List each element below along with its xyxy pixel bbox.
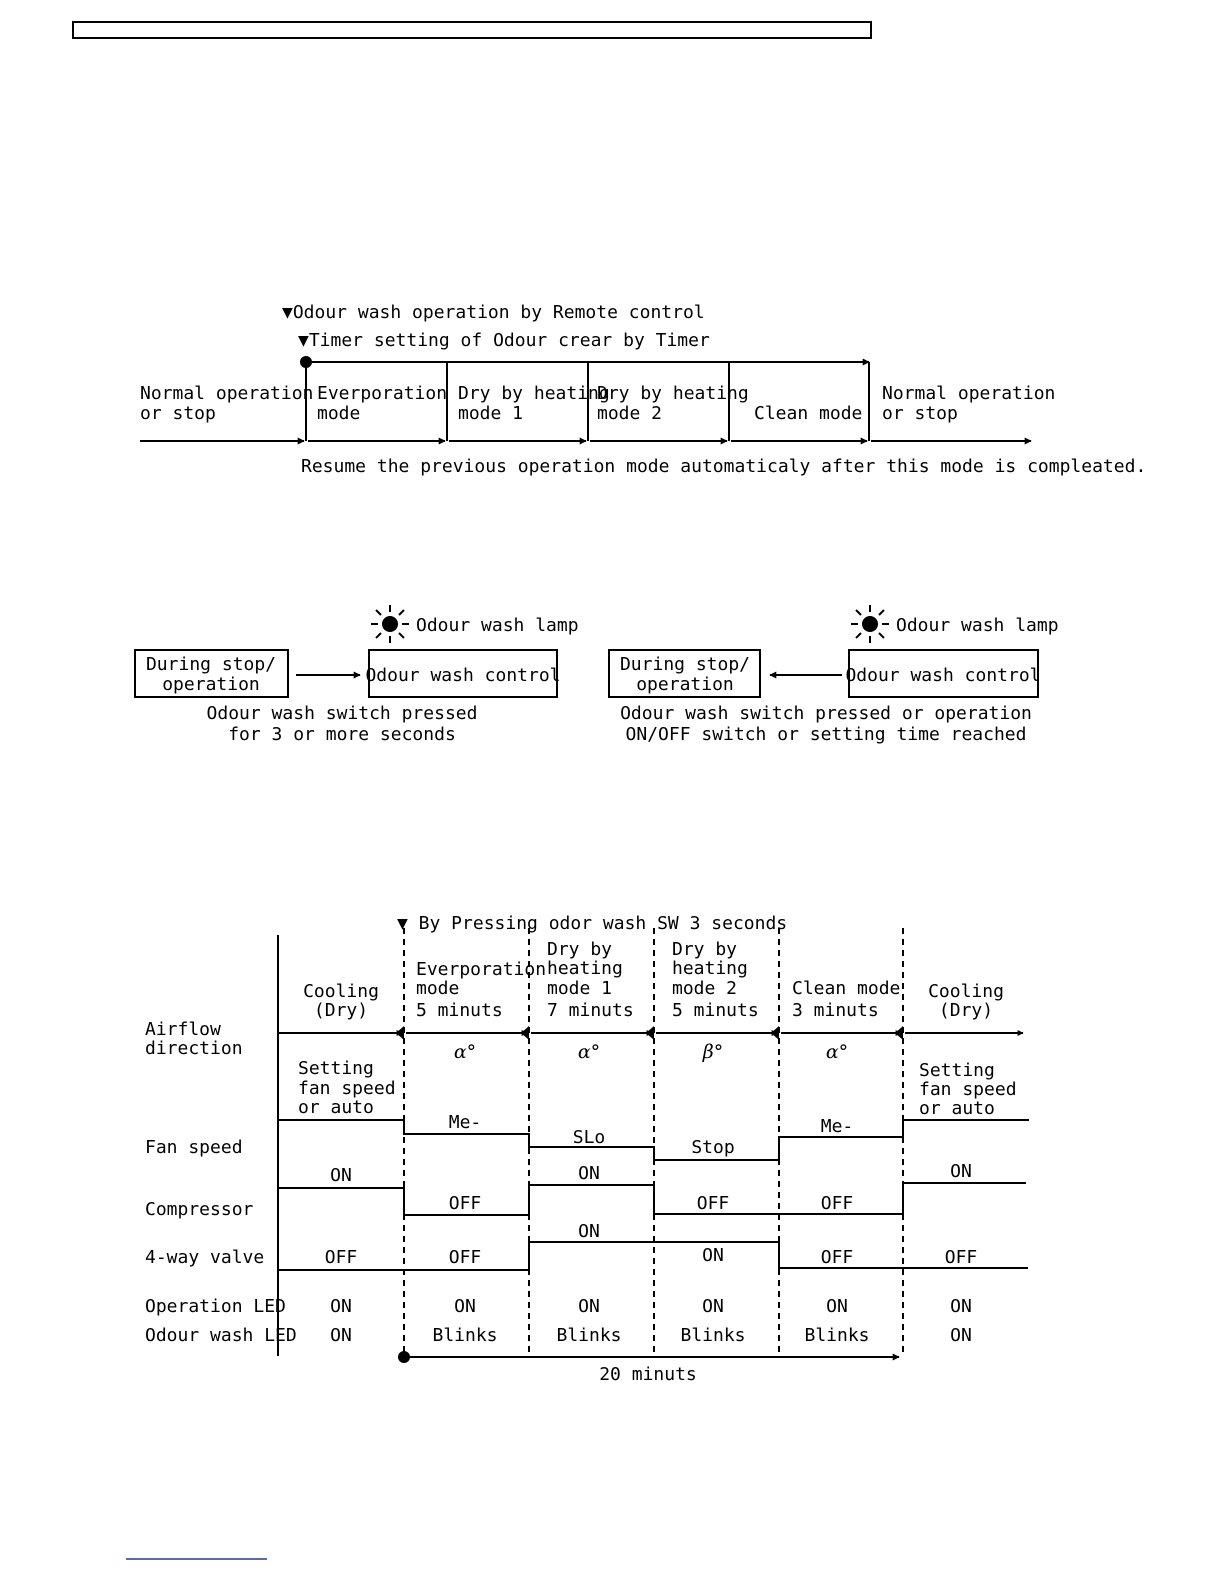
control-end-diagram (609, 605, 1059, 745)
caption-line2: for 3 or more seconds (228, 724, 456, 745)
airflow-arrow-tail (771, 1026, 779, 1040)
column-header: Everporation (416, 959, 547, 980)
airflow-arrow-tail (646, 1026, 654, 1040)
column-header: Cooling (303, 981, 379, 1002)
odour-led-state: Blinks (680, 1325, 746, 1346)
stop-box-line1: During stop/ (145, 654, 277, 675)
column-header: (Dry) (938, 1000, 994, 1021)
span-label: 20 minuts (599, 1364, 697, 1385)
control-box-label: Odour wash control (845, 665, 1041, 686)
operation-led-state: ON (950, 1296, 972, 1317)
lamp-label: Odour wash lamp (896, 615, 1059, 636)
compressor-state-label: ON (578, 1163, 600, 1184)
column-header: (Dry) (313, 1000, 369, 1021)
airflow-arrow-tail (396, 1026, 404, 1040)
control-start-diagram (135, 605, 579, 745)
fan-speed-label: Setting (298, 1058, 374, 1079)
row-label-fan: Fan speed (145, 1137, 243, 1158)
operation-led-state: ON (454, 1296, 476, 1317)
compressor-waveform (279, 1183, 1026, 1215)
caption-line1: Odour wash switch pressed (206, 703, 478, 724)
lamp-label: Odour wash lamp (416, 615, 579, 636)
column-header: Cooling (928, 981, 1004, 1002)
operation-led-state: ON (702, 1296, 724, 1317)
stage-label: Everporation (317, 383, 448, 404)
start-state-line1: Normal operation (140, 383, 314, 404)
compressor-state-label: OFF (448, 1193, 482, 1214)
stop-box-line2: operation (162, 674, 260, 695)
compressor-state-label: ON (330, 1165, 352, 1186)
fan-speed-label: SLo (572, 1127, 606, 1148)
odour-led-state: ON (330, 1325, 352, 1346)
valve-state-label: OFF (448, 1247, 482, 1268)
lamp-icon (371, 605, 409, 643)
trigger-timer: ▼Timer setting of Odour crear by Timer (298, 330, 710, 351)
caption-line1: Odour wash switch pressed or operation (620, 703, 1032, 724)
stage-label: mode 2 (597, 403, 663, 424)
end-state-line2: or stop (882, 403, 958, 424)
fan-speed-label: or auto (919, 1098, 995, 1119)
operation-led-state: ON (578, 1296, 600, 1317)
odour-led-state: ON (950, 1325, 972, 1346)
column-header: 5 minuts (672, 1000, 759, 1021)
odour-led-state: Blinks (804, 1325, 870, 1346)
column-header: mode 2 (672, 978, 738, 999)
column-header: Dry by (672, 939, 738, 960)
timing-chart (145, 913, 1029, 1385)
odour-wash-sequence (140, 302, 1146, 477)
column-header: 7 minuts (547, 1000, 634, 1021)
column-header: mode (416, 978, 460, 999)
compressor-state-label: ON (950, 1161, 972, 1182)
fan-speed-label: Setting (919, 1060, 995, 1081)
valve-waveform (279, 1242, 1028, 1270)
end-state-line1: Normal operation (882, 383, 1056, 404)
stage-label: Clean mode (754, 403, 863, 424)
valve-state-label: OFF (944, 1247, 978, 1268)
column-header: mode 1 (547, 978, 613, 999)
fan-speed-label: Me- (448, 1112, 482, 1133)
compressor-state-label: OFF (696, 1193, 730, 1214)
valve-state-label: OFF (324, 1247, 358, 1268)
stop-box-line2: operation (636, 674, 734, 695)
start-state-line2: or stop (140, 403, 216, 424)
fan-speed-label: Stop (691, 1137, 735, 1158)
operation-led-state: ON (330, 1296, 352, 1317)
row-label-op-led: Operation LED (145, 1296, 286, 1317)
column-header: 3 minuts (792, 1000, 879, 1021)
valve-state-label: OFF (820, 1247, 854, 1268)
valve-state-label: ON (702, 1245, 724, 1266)
odour-led-state: Blinks (432, 1325, 498, 1346)
stage-label: Dry by heating (458, 383, 610, 404)
column-header: heating (672, 958, 748, 979)
trigger-remote: ▼Odour wash operation by Remote control (282, 302, 705, 323)
fan-speed-label: fan speed (919, 1079, 1017, 1100)
stage-label: Dry by heating (597, 383, 749, 404)
caption-line2: ON/OFF switch or setting time reached (625, 724, 1027, 745)
column-header: Clean mode (792, 978, 901, 999)
column-header: 5 minuts (416, 1000, 503, 1021)
odour-led-state: Blinks (556, 1325, 622, 1346)
timing-trigger: ▼ By Pressing odor wash SW 3 seconds (397, 913, 788, 934)
compressor-state-label: OFF (820, 1193, 854, 1214)
fan-speed-label: fan speed (298, 1078, 396, 1099)
control-box-label: Odour wash control (365, 665, 561, 686)
airflow-angle-label: α° (825, 1041, 849, 1063)
row-label-odour-led: Odour wash LED (145, 1325, 297, 1346)
column-header: heating (547, 958, 623, 979)
sequence-note: Resume the previous operation mode automaticaly after this mode is compleated. (301, 456, 1147, 477)
row-label-compressor: Compressor (145, 1199, 254, 1220)
lamp-icon (851, 605, 889, 643)
airflow-angle-label: β° (702, 1041, 724, 1063)
header-box (73, 22, 871, 38)
stop-box-line1: During stop/ (619, 654, 751, 675)
airflow-arrow-tail (895, 1026, 903, 1040)
valve-state-label: ON (578, 1221, 600, 1242)
row-label-airflow: direction (145, 1038, 243, 1059)
timing-columns (298, 939, 1017, 1346)
airflow-angle-label: α° (453, 1041, 477, 1063)
stage-label: mode (317, 403, 361, 424)
fan-speed-label: Me- (820, 1116, 854, 1137)
airflow-arrow-tail (521, 1026, 529, 1040)
airflow-angle-label: α° (577, 1041, 601, 1063)
row-label-valve: 4-way valve (145, 1247, 265, 1268)
row-label-airflow: Airflow (145, 1019, 221, 1040)
operation-led-state: ON (826, 1296, 848, 1317)
column-header: Dry by (547, 939, 613, 960)
stage-label: mode 1 (458, 403, 524, 424)
fan-speed-label: or auto (298, 1097, 374, 1118)
